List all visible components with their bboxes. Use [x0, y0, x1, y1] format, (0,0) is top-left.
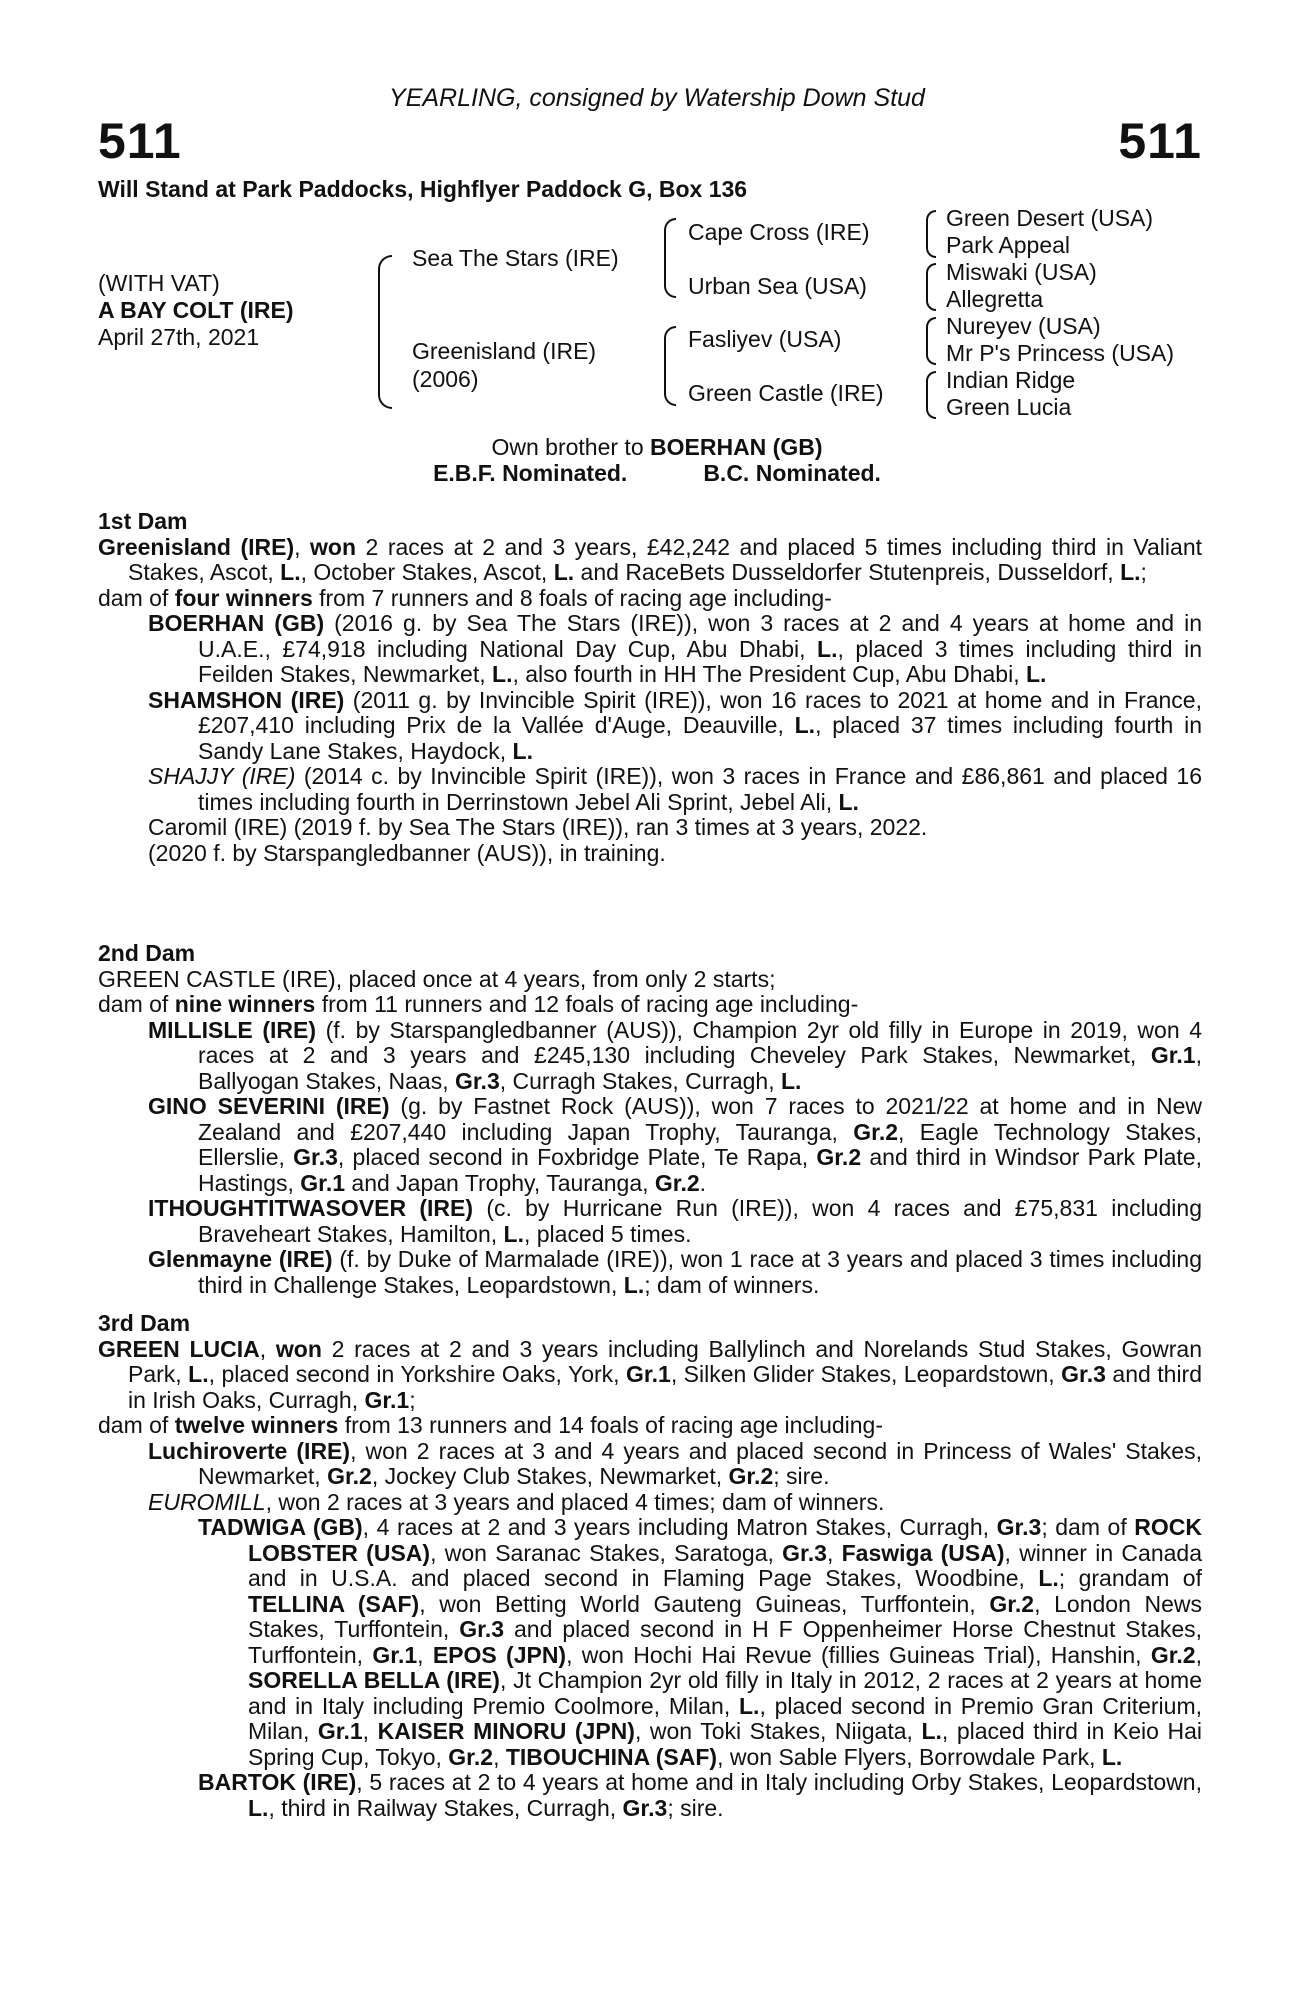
sd-dam: Allegretta	[946, 286, 1044, 312]
foaling-date: April 27th, 2021	[98, 324, 260, 350]
horse-name: A BAY COLT (IRE)	[98, 297, 294, 323]
bc-nominated: B.C. Nominated.	[703, 460, 881, 486]
second-dam-heading: 2nd Dam	[98, 940, 196, 966]
dam-sire: Fasliyev (USA)	[688, 326, 842, 352]
brace-ds	[926, 317, 936, 365]
stand-location: Will Stand at Park Paddocks, Highflyer Paddock G, Box 136	[98, 176, 748, 202]
consignment-line: YEARLING, consigned by Watership Down Stud	[389, 84, 925, 112]
second-dam-record: GREEN CASTLE (IRE), placed once at 4 years, from only 2 starts;	[98, 965, 776, 992]
dam-dam: Green Castle (IRE)	[688, 380, 884, 406]
first-dam-heading: 1st Dam	[98, 508, 188, 534]
list-item: MILLISLE (IRE) (f. by Starspangledbanner (AUS)), Champion 2yr old filly in Europe in 2019, won 4 races at 2 and 3 years and £245,130 including Cheveley Park Stakes, Newmarket, Gr.1, Ballyogan Stakes, Naas, Gr.3, Curragh Stakes, Curragh, L.	[148, 1016, 1202, 1094]
own-brother-line	[0, 434, 1314, 461]
list-item: TADWIGA (GB), 4 races at 2 and 3 years including Matron Stakes, Curragh, Gr.3; dam of ROCK LOBSTER (USA), won Saranac Stakes, Saratoga, Gr.3, Faswiga (USA), winner in Canada and in U.S.A. and placed second in Flaming Page Stakes, Woodbine, L.; grandam of TELLINA (SAF), won Betting World Gauteng Guineas, Turffontein, Gr.2, London News Stakes, Turffontein, Gr.3 and placed second in H F Oppenheimer Horse Chestnut Stakes, Turffontein, Gr.1, EPOS (JPN), won Hochi Hai Revue (fillies Guineas Trial), Hanshin, Gr.2, SORELLA BELLA (IRE), Jt Champion 2yr old filly in Italy in 2012, 2 races at 2 years at home and in Italy including Premio Coolmore, Milan, L., placed second in Premio Gran Criterium, Milan, Gr.1, KAISER MINORU (JPN), won Toki Stakes, Niigata, L., placed third in Keio Hai Spring Cup, Tokyo, Gr.2, TIBOUCHINA (SAF), won Sable Flyers, Borrowdale Park, L.	[198, 1514, 1203, 1770]
list-item: SHAJJY (IRE) (2014 c. by Invincible Spirit (IRE)), won 3 races in France and £86,861 and placed 16 times including fourth in Derrinstown Jebel Ali Sprint, Jebel Ali, L.	[148, 763, 1202, 815]
brace-ss	[926, 210, 936, 258]
list-item: Caromil (IRE) (2019 f. by Sea The Stars (IRE)), ran 3 times at 3 years, 2022.	[148, 814, 928, 840]
dam: Greenisland (IRE)	[412, 338, 597, 364]
list-item: Luchiroverte (IRE), won 2 races at 3 and 4 years and placed second in Princess of Wales' Stakes, Newmarket, Gr.2, Jockey Club Stakes, Newmarket, Gr.2; sire.	[148, 1437, 1202, 1489]
ds-dam: Mr P's Princess (USA)	[946, 340, 1175, 366]
third-dam-produce-summary: dam of twelve winners from 13 runners and 14 foals of racing age including-	[98, 1412, 883, 1438]
nominations-line	[0, 460, 1314, 487]
list-item: Glenmayne (IRE) (f. by Duke of Marmalade (IRE)), won 1 race at 3 years and placed 3 times including third in Challenge Stakes, Leopardstown, L.; dam of winners.	[148, 1246, 1202, 1298]
ebf-nominated: E.B.F. Nominated.	[433, 460, 628, 486]
first-dam-section	[98, 509, 1202, 866]
sire-dam: Urban Sea (USA)	[688, 273, 867, 299]
third-dam-section	[98, 1311, 1202, 1821]
lot-number-left: 511	[98, 113, 182, 169]
first-dam-produce-summary: dam of four winners from 7 runners and 8 foals of racing age including-	[98, 584, 832, 611]
list-item: ITHOUGHTITWASOVER (IRE) (c. by Hurricane Run (IRE)), won 4 races and £75,831 including Braveheart Stakes, Hamilton, L., placed 5 times.	[148, 1195, 1202, 1247]
brace-dam	[664, 326, 676, 406]
second-dam-produce-summary: dam of nine winners from 11 runners and 12 foals of racing age including-	[98, 991, 859, 1017]
dd-sire: Indian Ridge	[946, 367, 1076, 393]
list-item: (2020 f. by Starspangledbanner (AUS)), in training.	[148, 839, 666, 866]
list-item: GINO SEVERINI (IRE) (g. by Fastnet Rock (AUS)), won 7 races to 2021/22 at home and in New Zealand and £207,440 including Japan Trophy, Tauranga, Gr.2, Eagle Technology Stakes, Ellerslie, Gr.3, placed second in Foxbridge Plate, Te Rapa, Gr.2 and third in Windsor Park Plate, Hastings, Gr.1 and Japan Trophy, Tauranga, Gr.2.	[148, 1093, 1202, 1196]
list-item: BARTOK (IRE), 5 races at 2 to 4 years at home and in Italy including Orby Stakes, Leopardstown, L., third in Railway Stakes, Curragh, Gr.3; sire.	[198, 1769, 1202, 1821]
brace-sd	[926, 263, 936, 311]
own-brother-prefix: Own brother to	[491, 434, 651, 460]
list-item: EUROMILL, won 2 races at 3 years and placed 4 times; dam of winners.	[148, 1488, 885, 1515]
list-item: SHAMSHON (IRE) (2011 g. by Invincible Spirit (IRE)), won 16 races to 2021 at home and in France, £207,410 including Prix de la Vallée d'Auge, Deauville, L., placed 37 times including fourth in Sandy Lane Stakes, Haydock, L.	[148, 686, 1202, 764]
ds-sire: Nureyev (USA)	[946, 313, 1101, 339]
dam-year: (2006)	[412, 366, 479, 392]
second-dam-section	[98, 941, 1202, 1298]
brace-sire	[664, 218, 676, 298]
third-dam-heading: 3rd Dam	[98, 1310, 191, 1336]
dd-dam: Green Lucia	[946, 394, 1072, 420]
vat-note: (WITH VAT)	[98, 270, 220, 296]
list-item: BOERHAN (GB) (2016 g. by Sea The Stars (IRE)), won 3 races at 2 and 4 years at home and in U.A.E., £74,918 including National Day Cup, Abu Dhabi, L., placed 3 times including third in Feilden Stakes, Newmarket, L., also fourth in HH The President Cup, Abu Dhabi, L.	[148, 610, 1202, 687]
sire: Sea The Stars (IRE)	[412, 245, 619, 271]
brace-dd	[926, 371, 936, 419]
sd-sire: Miswaki (USA)	[946, 259, 1097, 285]
first-dam-record: Greenisland (IRE), won 2 races at 2 and 3 years, £42,242 and placed 5 times including third in Valiant Stakes, Ascot, L., October Stakes, Ascot, L. and RaceBets Dusseldorfer Stutenpreis, Dusseldorf, L.;	[98, 533, 1203, 585]
ss-sire: Green Desert (USA)	[946, 205, 1154, 231]
brace-gen1	[378, 255, 392, 409]
own-brother-name: BOERHAN (GB)	[650, 434, 823, 460]
ss-dam: Park Appeal	[946, 232, 1071, 258]
third-dam-record: GREEN LUCIA, won 2 races at 2 and 3 years including Ballylinch and Norelands Stud Stakes, Gowran Park, L., placed second in Yorkshire Oaks, York, Gr.1, Silken Glider Stakes, Leopardstown, Gr.3 and third in Irish Oaks, Curragh, Gr.1;	[98, 1335, 1203, 1413]
sire-sire: Cape Cross (IRE)	[688, 219, 870, 245]
lot-number-right: 511	[1118, 113, 1202, 169]
